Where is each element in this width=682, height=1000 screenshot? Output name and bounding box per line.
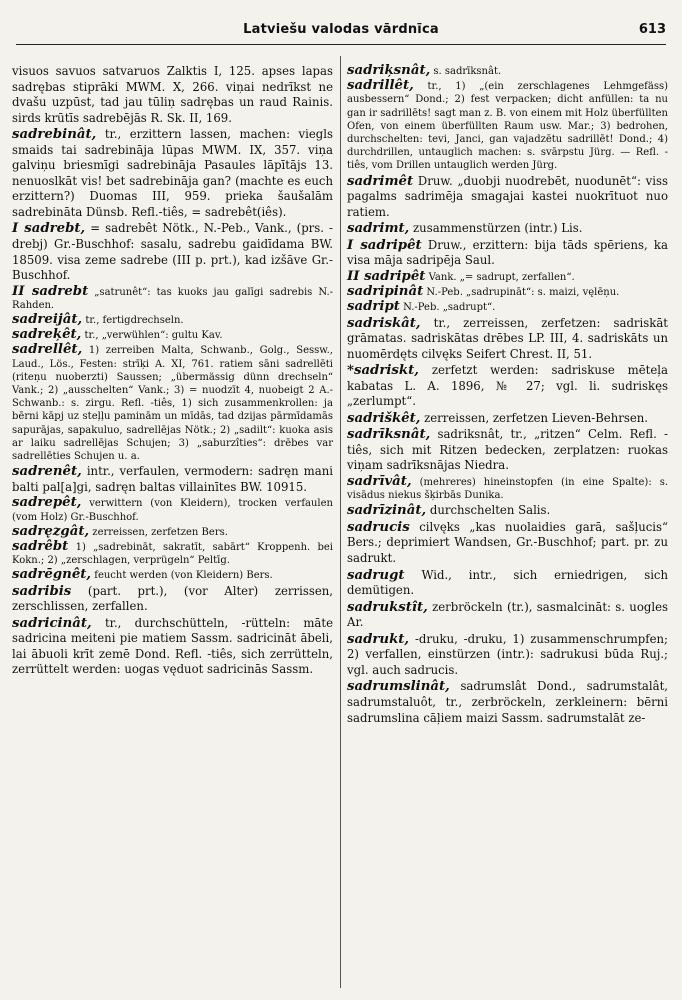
- entry-text: tr., durchschütteln, -rütteln: māte sadricina meiteni pie matiem Sassm. sadricināt ābeli, lai ābuoli krīt zemē Dond. Refl. -tiês, sich zerrütteln, zerrüttelt werden: uogas vęduot sadricinās Sassm.: [12, 615, 333, 677]
- entry-headword: sadrēgnêt,: [12, 567, 92, 583]
- entry-headword: sadricinât,: [12, 615, 92, 631]
- entry-headword: sadrillêt,: [347, 78, 414, 94]
- dictionary-entry: [12, 64, 333, 126]
- entry-text: Druw., erzittern: bija tāds spēriens, ka visa māja sadripēja Saul.: [347, 237, 668, 268]
- entry-headword: sadrīvât,: [347, 473, 412, 489]
- entry-headword: II sadrebt: [12, 283, 89, 299]
- entry-text: cilvęks „kas nuolaidies garā, sašļucis“ Bers.; deprimiert Wandsen, Gr.-Buschhof; part. pr. zu sadrukt.: [347, 519, 668, 566]
- entry-text: sadriksnât, tr., „ritzen“ Celm. Refl. -tiês, sich mit Ritzen bedecken, zerplatzen: ruokas viņam sadrīksnājas Niedra.: [347, 427, 668, 473]
- entry-headword: sadrebinât,: [12, 127, 97, 143]
- column-divider: [340, 56, 341, 988]
- dictionary-entry: [347, 238, 668, 269]
- entry-text: sadrumslât Dond., sadrumstalât, sadrumstaluôt, tr., zerbröckeln, zerkleinern: bērni sadrumslina cāļiem maizi Sassm. sadrumstalāt ze-: [347, 679, 669, 725]
- entry-headword: sadrepêt,: [12, 495, 82, 511]
- entry-text: tr., „verwühlen“: gultu Kav.: [84, 330, 223, 342]
- entry-text: zerreissen, zerfetzen Lieven-Behrsen.: [424, 410, 648, 425]
- entry-headword: *sadriskt,: [347, 363, 419, 379]
- dictionary-entry: [347, 64, 668, 78]
- dictionary-entry: [347, 270, 668, 284]
- entry-text: Wid., intr., sich erniedrigen, sich demütigen.: [347, 567, 668, 598]
- entry-text: durchschelten Salis.: [429, 503, 551, 518]
- entry-text: tr., 1) „(ein zerschlagenes Lehmgefäss) ausbessern“ Dond.; 2) fest verpacken; dicht anfüllen: ta nu gan ir sadrillēts! sagt man z. B. von einem mit Holz überfüllten Ofen, von einem überfüllten Raum usw. Mar.; 3) bedrohen, durchschelten: tevi, Janci, gan vajadzētu sadrillēt! Dond.; 4) durchdrillen, untauglich machen: s. svārpstu Jürg. — Refl. -tiês, vom Drillen untauglich werden Jürg.: [347, 81, 668, 172]
- entry-headword: sadrimt,: [347, 221, 410, 237]
- page-number: 613: [638, 22, 666, 37]
- dictionary-entry: [347, 363, 668, 410]
- dictionary-entry: [347, 503, 668, 519]
- dictionary-entry: [12, 540, 333, 567]
- entry-text: tr., fertigdrechseln.: [85, 315, 184, 327]
- entry-headword: sadribis: [12, 583, 72, 599]
- dictionary-entry: [12, 285, 333, 312]
- entry-headword: I sadripêt: [347, 237, 422, 253]
- running-title: Latviešu valodas vārdnīca: [243, 22, 439, 37]
- entry-text: zusammenstürzen (intr.) Lis.: [413, 221, 583, 236]
- dictionary-entry: [12, 584, 333, 615]
- entry-headword: sadrukt,: [347, 631, 410, 647]
- dictionary-entry: [347, 79, 668, 172]
- entry-headword: sadript: [347, 299, 400, 315]
- entry-headword: sadrimêt: [347, 173, 414, 189]
- dictionary-entry: [347, 475, 668, 502]
- dictionary-entry: [347, 632, 668, 679]
- entry-text: N.-Peb. „sadrupt“.: [403, 302, 496, 314]
- right-column: [347, 64, 668, 727]
- dictionary-entry: [347, 427, 668, 474]
- entry-text: verwittern (von Kleidern), trocken verfaulen (vom Holz) Gr.-Buschhof.: [12, 498, 333, 523]
- page-header: [16, 20, 666, 45]
- dictionary-entry: [12, 616, 333, 678]
- entry-text: visuos savuos satvaruos Zalktis I, 125. apses lapas sadrębas stiprāki MWM. X, 266. viņai nedrīkst ne dvašu uzpūst, tad jau tūliņ sadrębas un raud Rainis. sirds krūtīs sadrebējās R. Sk. II, 169.: [12, 64, 333, 125]
- entry-text: zerreissen, zerfetzen Bers.: [92, 526, 228, 538]
- entry-headword: sadriskât,: [347, 315, 421, 331]
- entry-headword: sadrumslinât,: [347, 679, 450, 695]
- dictionary-entry: [12, 568, 333, 582]
- entry-text: intr., verfaulen, vermodern: sadręn mani balti pal[a]gi, sadręn baltas villainītes BW. 10915.: [12, 464, 333, 494]
- dictionary-entry: [347, 411, 668, 427]
- entry-text: 1) „sadrebināt, sakratīt, sabārt“ Kroppenh. bei Kokn.; 2) „zerschlagen, verprügeln“ Peltīg.: [12, 542, 333, 567]
- entry-text: (part. prt.), (vor Alter) zerrissen, zerschlissen, zerfallen.: [12, 583, 333, 614]
- entry-headword: sadripinât: [347, 284, 424, 300]
- dictionary-entry: [347, 174, 668, 221]
- entry-text: tr., zerreissen, zerfetzen: sadriskāt grāmatas. sadriskātas drēbes LP. III, 4. sadriskāts un nuomērdęts cilvęks Seifert Chrest. II, 51.: [347, 315, 668, 361]
- entry-headword: sadriškêt,: [347, 410, 421, 426]
- entry-text: s. sadrīksnât.: [433, 66, 502, 77]
- entry-headword: sadreķêt,: [12, 327, 82, 343]
- entry-text: -druku, -druku, 1) zusammenschrumpfen; 2) verfallen, einstürzen (intr.): sadrukusi būda Ruj.; vgl. auch sadrucis.: [347, 631, 668, 677]
- dictionary-entry: [347, 568, 668, 599]
- entry-text: Vank. „= sadrupt, zerfallen“.: [428, 271, 575, 283]
- dictionary-entry: [12, 313, 333, 327]
- entry-headword: sadrucis: [347, 519, 410, 535]
- entry-text: N.-Peb. „sadrupināt“: s. maizi, vęlēņu.: [426, 287, 620, 299]
- dictionary-entry: [347, 285, 668, 299]
- dictionary-entry: [347, 520, 668, 567]
- entry-headword: sadrenêt,: [12, 464, 82, 480]
- dictionary-entry: [347, 300, 668, 314]
- entry-headword: sadręzgât,: [12, 523, 90, 539]
- entry-headword: I sadrebt,: [12, 221, 86, 237]
- entry-headword: sadrīzinât,: [347, 503, 427, 519]
- entry-headword: sadrīksnât,: [347, 427, 431, 443]
- dictionary-entry: [347, 679, 668, 726]
- entry-headword: sadrellêt,: [12, 342, 83, 358]
- entry-text: Druw. „duobji nuodrebēt, nuodunēt“: viss pagalms sadrimēja smagajai kastei nuokrītuot nuo ratiem.: [347, 173, 668, 219]
- entry-text: „satrunêt“: tas kuoks jau galīgi sadrebis N.-Rahden.: [12, 286, 334, 311]
- entry-headword: sadrugt: [347, 567, 405, 583]
- dictionary-entry: [12, 343, 333, 463]
- entry-text: 1) zerreiben Malta, Schwanb., Golg., Sessw., Laud., Lös., Festen: strīķi A. XI, 761. ratiem sāni sadrellēti (riteņu nuoberzti) Saussen; „übermässig dünn drechseln“ Vank.; 2) „ausschelten“ Vank.; 3) = nuodzīt 4, nuobeigt 2 A.-Schwanb.: s. zirgu. Refl. -tiês, 1) sich zusammenkrollen: ja bērni kāpj uz steļļu paminām un mīdās, tad dzijas pārmīdamās sapurājas, sapakuluo, sadrellējas Nötk.; 2) „sadilt“: kuoka asis ar laiku sadrellējas Schujen; 3) „saburzîties“: drēbes var sadrellēties Schujen u. a.: [12, 345, 333, 463]
- entry-text: feucht werden (von Kleidern) Bers.: [94, 570, 273, 582]
- entry-text: = sadrebêt Nötk., N.-Peb., Vank., (prs. -drebj) Gr.-Buschhof: sasalu, sadrebu gaidīdama BW. 18509. visa zeme sadrebe (III p. prt.), kad izšāve Gr.-Buschhof.: [12, 221, 334, 283]
- dictionary-entry: [12, 496, 333, 523]
- dictionary-entry: [347, 600, 668, 631]
- entry-text: zerbröckeln (tr.), sasmalcināt: s. uogles Ar.: [347, 599, 668, 630]
- dictionary-entry: [12, 525, 333, 539]
- entry-headword: II sadripêt: [347, 268, 426, 284]
- entry-text: tr., erzittern lassen, machen: viegls smaids tai sadrebināja lūpas MWM. IX, 357. viņa galviņu briesmīgi sadrebināja Pasaules lāpītājs 13. nenuoslkāt vis! bet sadrebināja gan? (machte es euch erzittern?) Duomas III, 959. prieka šaušalām sadrebināta Dünsb. Refl.-tiês, = sadrebêt(iês).: [12, 127, 334, 219]
- entry-headword: sadreijât,: [12, 312, 83, 328]
- dictionary-entry: [12, 328, 333, 342]
- entry-headword: sadriķsnât,: [347, 63, 431, 78]
- entry-headword: sadrêbt: [12, 539, 69, 554]
- dictionary-entry: [12, 221, 333, 283]
- dictionary-entry: [12, 464, 333, 495]
- dictionary-entry: [347, 221, 668, 237]
- left-column: [12, 64, 333, 679]
- dictionary-entry: [12, 127, 333, 220]
- entry-text: zerfetzt werden: sadriskuse mēteļa kabatas L. A. 1896, № 27; vgl. li. sudriskęs „zerlumpt“.: [347, 363, 668, 409]
- entry-headword: sadrukstît,: [347, 599, 428, 615]
- dictionary-entry: [347, 316, 668, 363]
- entry-text: (mehreres) hineinstopfen (in eine Spalte): s. visādus niekus šķirbās Dunika.: [347, 476, 668, 502]
